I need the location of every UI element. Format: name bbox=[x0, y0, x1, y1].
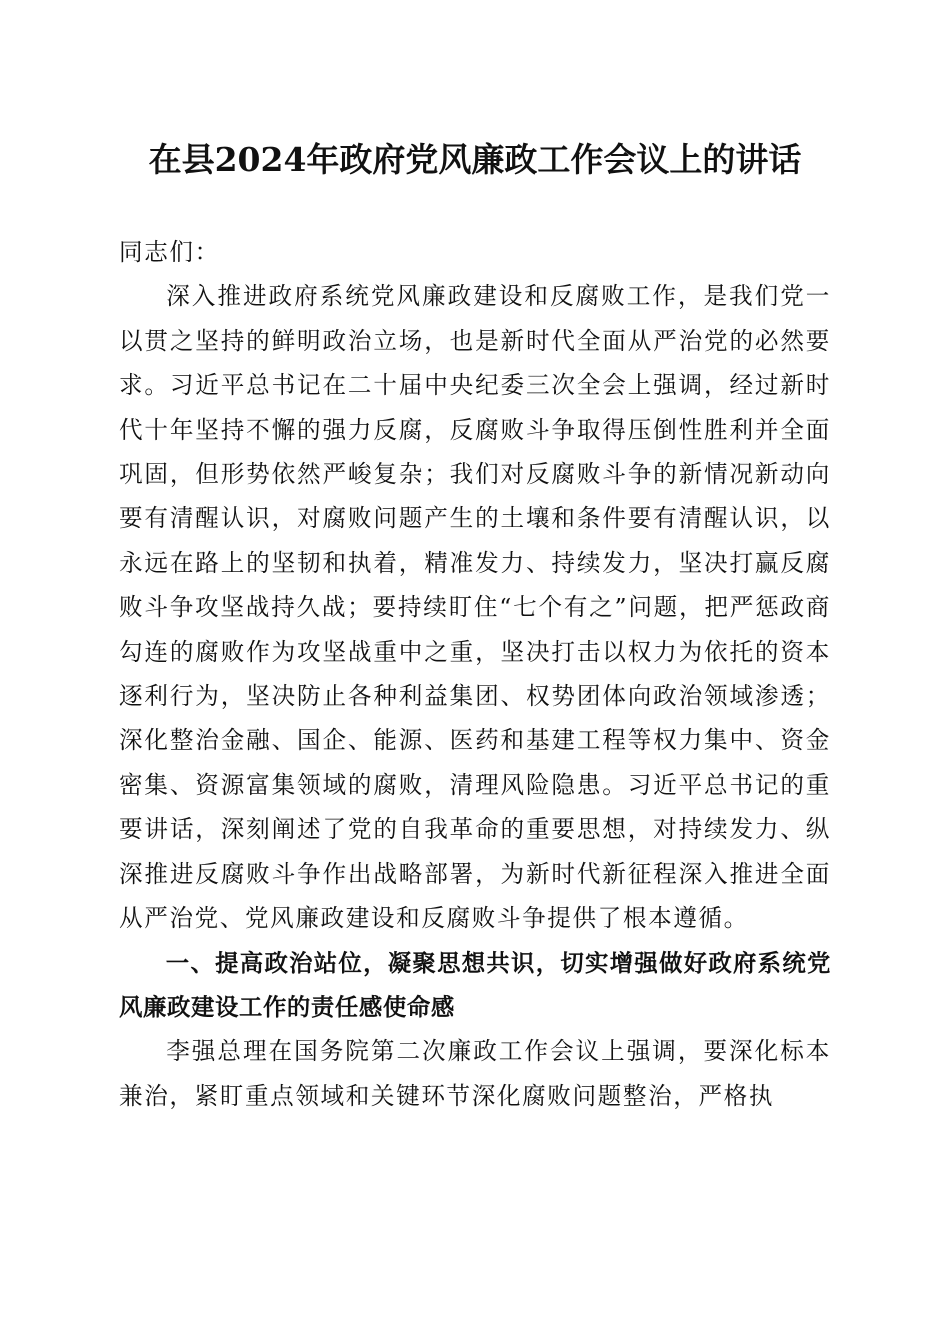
paragraph: 李强总理在国务院第二次廉政工作会议上强调，要深化标本兼治，紧盯重点领域和关键环节深化腐败问题整治，严格执 bbox=[119, 1037, 831, 1110]
greeting: 同志们： bbox=[119, 238, 220, 266]
document-body bbox=[119, 230, 831, 1118]
document-title: 在县2024年政府党风廉政工作会议上的讲话 bbox=[148, 140, 802, 179]
paragraph: 深入推进政府系统党风廉政建设和反腐败工作，是我们党一以贯之坚持的鲜明政治立场，也是新时代全面从严治党的必然要求。习近平总书记在二十届中央纪委三次全会上强调，经过新时代十年坚持不懈的强力反腐，反腐败斗争取得压倒性胜利并全面巩固，但形势依然严峻复杂；我们对反腐败斗争的新情况新动向要有清醒认识，对腐败问题产生的土壤和条件要有清醒认识，以永远在路上的坚韧和执着，精准发力、持续发力，坚决打赢反腐败斗争攻坚战持久战；要持续盯住“七个有之”问题，把严惩政商勾连的腐败作为攻坚战重中之重，坚决打击以权力为依托的资本逐利行为，坚决防止各种利益集团、权势团体向政治领域渗透；深化整治金融、国企、能源、医药和基建工程等权力集中、资金密集、资源富集领域的腐败，清理风险隐患。习近平总书记的重要讲话，深刻阐述了党的自我革命的重要思想，对持续发力、纵深推进反腐败斗争作出战略部署，为新时代新征程深入推进全面从严治党、党风廉政建设和反腐败斗争提供了根本遵循。 bbox=[119, 282, 831, 933]
section-heading: 一、提高政治站位，凝聚思想共识，切实增强做好政府系统党风廉政建设工作的责任感使命感 bbox=[119, 948, 831, 1021]
